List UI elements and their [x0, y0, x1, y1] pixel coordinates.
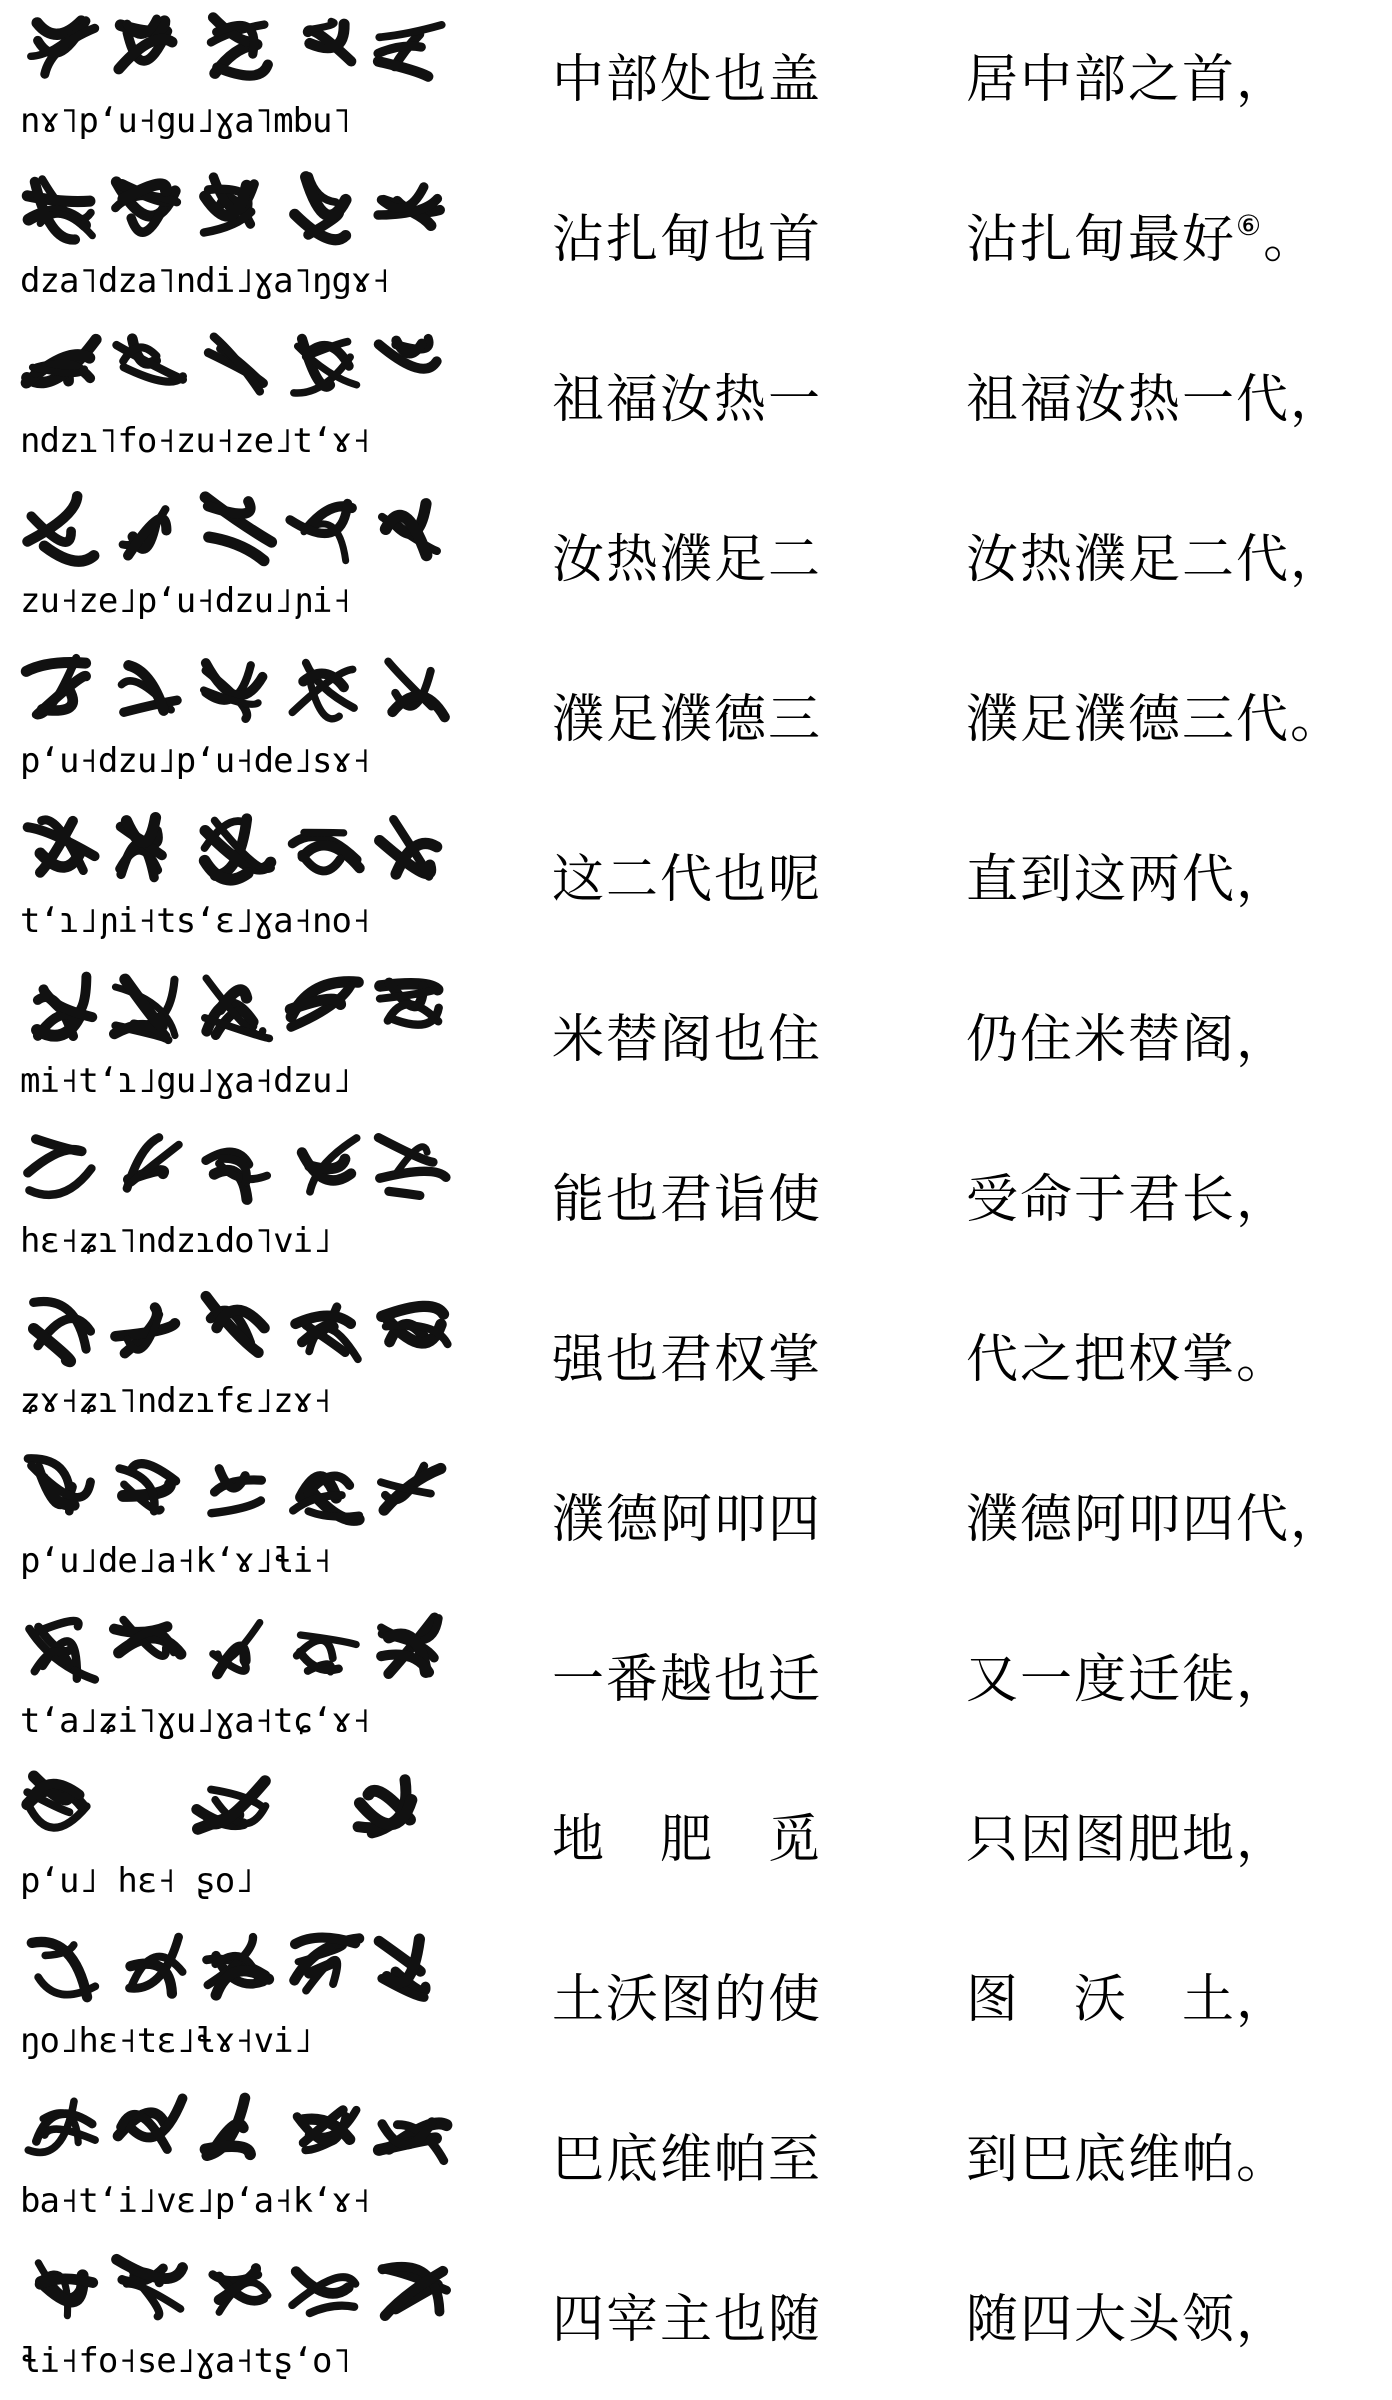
yi-script-glyphs — [20, 486, 460, 576]
yi-glyph — [290, 504, 352, 561]
free-translation — [966, 2080, 1290, 2240]
yi-script-line — [20, 2086, 460, 2234]
yi-glyph — [26, 658, 86, 715]
literal-gloss: 祖福汝热一 — [552, 370, 823, 430]
translation-text: 濮德阿叩四代， — [966, 1490, 1345, 1550]
yi-glyph — [294, 339, 357, 393]
yi-glyph — [205, 978, 269, 1038]
translation-text: 到巴底维帕。 — [966, 2130, 1291, 2190]
yi-script-glyphs — [20, 966, 460, 1056]
free-translation — [966, 480, 1344, 640]
yi-script-glyphs — [20, 646, 460, 736]
yi-script-glyphs — [20, 326, 460, 416]
translation-text: 居中部之首， — [966, 50, 1291, 110]
yi-glyph — [120, 1464, 176, 1512]
yi-glyph — [382, 504, 437, 556]
yi-glyph — [29, 1621, 95, 1680]
free-translation — [966, 0, 1290, 160]
yi-glyph — [123, 509, 167, 555]
yi-glyph — [205, 497, 271, 561]
verse-row — [0, 640, 1392, 800]
verse-row — [0, 2080, 1392, 2240]
yi-glyph — [206, 1152, 267, 1199]
phonetic-transcription: ʑɤ˧ʑɿ˥ndzɿfɛ˩zɤ˧ — [20, 1381, 332, 1421]
yi-glyph — [28, 2101, 95, 2152]
yi-glyph — [296, 1307, 358, 1359]
verse-row — [0, 320, 1392, 480]
yi-glyph — [204, 663, 263, 719]
yi-glyph — [382, 1306, 448, 1344]
yi-script-line — [20, 966, 460, 1114]
yi-glyph — [380, 983, 439, 1025]
yi-glyph — [208, 337, 263, 392]
literal-gloss: 中部处也盖 — [552, 50, 823, 110]
yi-glyph — [117, 339, 183, 382]
literal-gloss: 汝热濮足二 — [552, 530, 823, 590]
phonetic-transcription: zu˧ze˩pʻu˧dzu˩ɲi˧ — [20, 581, 351, 621]
yi-glyph — [388, 662, 445, 718]
yi-script-line — [20, 2246, 460, 2394]
yi-glyph — [378, 25, 442, 77]
phonetic-transcription: ɬi˧fo˧se˩ɣa˧tʂʻo˥ — [20, 2341, 351, 2381]
yi-glyph — [31, 21, 95, 74]
yi-script-glyphs — [20, 6, 460, 96]
yi-glyph — [115, 182, 176, 232]
yi-glyph — [307, 21, 351, 61]
yi-glyph — [205, 819, 272, 880]
translation-text: 只因图肥地， — [966, 1810, 1291, 1870]
yi-glyph — [213, 2268, 268, 2312]
yi-glyph — [32, 1942, 96, 1997]
yi-glyph — [293, 1476, 359, 1520]
yi-script-glyphs — [20, 1926, 460, 2016]
yi-glyph — [114, 979, 175, 1040]
yi-glyph — [207, 1937, 269, 1995]
free-translation — [966, 160, 1317, 320]
yi-glyph — [38, 2263, 92, 2316]
yi-glyph — [290, 982, 358, 1027]
footnote-marker[interactable]: ⑥ — [1236, 209, 1264, 242]
verse-row — [0, 160, 1392, 320]
literal-gloss: 一番越也迁 — [552, 1650, 823, 1710]
literal-gloss: 濮德阿叩四 — [552, 1490, 823, 1550]
yi-script-glyphs — [20, 1446, 460, 1536]
free-translation — [966, 1280, 1290, 1440]
verse-row — [0, 960, 1392, 1120]
literal-gloss: 地 肥 觅 — [552, 1810, 823, 1870]
free-translation — [966, 640, 1344, 800]
yi-glyph — [120, 818, 162, 878]
yi-glyph — [130, 1937, 183, 1994]
free-translation — [966, 1440, 1344, 1600]
verse-row — [0, 1440, 1392, 1600]
yi-glyph — [205, 2098, 250, 2156]
yi-script-glyphs — [20, 2086, 460, 2176]
yi-glyph — [297, 1635, 357, 1672]
yi-glyph — [34, 1301, 91, 1361]
yi-script-line — [20, 806, 460, 954]
translation-text: 濮足濮德三代。 — [966, 690, 1345, 750]
yi-glyph — [211, 1469, 261, 1513]
phonetic-transcription: pʻu˧dzu˩pʻu˧de˩sɤ˧ — [20, 741, 371, 781]
yi-glyph — [27, 1776, 86, 1827]
yi-glyph — [358, 1780, 411, 1834]
yi-script-line — [20, 1286, 460, 1434]
literal-gloss: 四宰主也随 — [552, 2290, 823, 2350]
verse-row — [0, 1280, 1392, 1440]
verse-row — [0, 480, 1392, 640]
yi-glyph — [206, 1296, 264, 1352]
trailing-punctuation: 。 — [1263, 210, 1318, 270]
yi-glyph — [378, 1138, 446, 1196]
yi-glyph — [28, 1139, 92, 1195]
verse-row — [0, 800, 1392, 960]
yi-script-glyphs — [20, 1286, 460, 1376]
free-translation — [966, 2240, 1290, 2400]
phonetic-transcription: mi˧tʻɿ˩gu˩ɣa˧dzu˩ — [20, 1061, 351, 1101]
yi-glyph — [292, 832, 359, 871]
translation-text: 祖福汝热一代， — [966, 370, 1345, 430]
yi-glyph — [294, 1938, 359, 1991]
literal-gloss: 沾扎甸也首 — [552, 210, 823, 270]
translation-text: 随四大头领， — [966, 2290, 1291, 2350]
yi-script-line — [20, 1126, 460, 1274]
yi-script-line — [20, 1766, 460, 1914]
yi-script-line — [20, 486, 460, 634]
yi-glyph — [122, 665, 178, 712]
translation-text: 代之把权掌。 — [966, 1330, 1291, 1390]
literal-gloss: 米替阁也住 — [552, 1010, 823, 1070]
yi-glyph — [379, 1939, 426, 1997]
yi-glyph — [118, 2098, 183, 2149]
yi-glyph — [379, 339, 437, 369]
yi-glyph — [26, 340, 96, 383]
literal-gloss: 能也君诣使 — [552, 1170, 823, 1230]
free-translation — [966, 960, 1290, 1120]
translation-text: 受命于君长， — [966, 1170, 1291, 1230]
yi-glyph — [28, 496, 94, 561]
yi-glyph — [379, 2122, 447, 2161]
phonetic-transcription: hɛ˧ʑɿ˥ndzɿdo˥vi˩ — [20, 1221, 332, 1261]
yi-script-glyphs — [20, 166, 460, 256]
yi-glyph — [119, 19, 172, 69]
phonetic-transcription: nɤ˥pʻu˧gu˩ɣa˥mbu˥ — [20, 101, 351, 141]
yi-glyph — [28, 820, 95, 873]
translation-text: 又一度迁徙， — [966, 1650, 1291, 1710]
phonetic-transcription: ba˧tʻi˩vɛ˩pʻa˧kʻɤ˧ — [20, 2181, 371, 2221]
yi-glyph — [211, 17, 268, 75]
translation-text: 沾扎甸最好 — [966, 210, 1237, 270]
yi-script-glyphs — [20, 1126, 460, 1216]
yi-glyph — [381, 1618, 438, 1674]
yi-glyph — [116, 1307, 175, 1353]
yi-glyph — [295, 176, 346, 240]
verse-row — [0, 1920, 1392, 2080]
verse-row — [0, 1120, 1392, 1280]
free-translation — [966, 800, 1290, 960]
yi-glyph — [28, 1459, 91, 1512]
yi-script-glyphs — [20, 806, 460, 896]
yi-glyph — [380, 819, 437, 876]
literal-gloss: 濮足濮德三 — [552, 690, 823, 750]
yi-glyph — [37, 977, 92, 1037]
literal-gloss: 土沃图的使 — [552, 1970, 823, 2030]
phonetic-transcription: tʻa˩ʑi˥ɣu˩ɣa˧tɕʻɤ˧ — [20, 1701, 371, 1741]
yi-glyph — [302, 1138, 357, 1192]
yi-glyph — [381, 1466, 441, 1510]
verse-row — [0, 1760, 1392, 1920]
yi-glyph — [213, 1623, 260, 1674]
yi-glyph — [117, 2259, 183, 2316]
translation-text: 汝热濮足二代， — [966, 530, 1345, 590]
yi-script-line — [20, 1926, 460, 2074]
phonetic-transcription: ŋo˩hɛ˧tɛ˩ɬɤ˧vi˩ — [20, 2021, 313, 2061]
yi-glyph — [127, 1138, 179, 1189]
literal-gloss: 强也君权掌 — [552, 1330, 823, 1390]
free-translation — [966, 1920, 1290, 2080]
phonetic-transcription: pʻu˩ hɛ˧ ʂo˩ — [20, 1861, 254, 1901]
translation-text: 仍住米替阁， — [966, 1010, 1291, 1070]
yi-script-glyphs — [20, 1606, 460, 1696]
translation-text: 图 沃 土， — [966, 1970, 1291, 2030]
yi-glyph — [378, 187, 440, 226]
yi-script-glyphs — [20, 1766, 460, 1856]
free-translation — [966, 1120, 1290, 1280]
yi-glyph — [27, 179, 92, 239]
yi-glyph — [292, 663, 354, 719]
yi-script-line — [20, 326, 460, 474]
yi-script-line — [20, 6, 460, 154]
yi-script-line — [20, 1446, 460, 1594]
literal-gloss: 这二代也呢 — [552, 850, 823, 910]
yi-script-line — [20, 166, 460, 314]
yi-glyph — [382, 2267, 446, 2316]
phonetic-transcription: pʻu˩de˩a˧kʻɤ˩ɬi˧ — [20, 1541, 332, 1581]
literal-gloss: 巴底维帕至 — [552, 2130, 823, 2190]
phonetic-transcription: ndzɿ˥fo˧zu˧ze˩tʻɤ˧ — [20, 421, 371, 461]
yi-glyph — [197, 1781, 266, 1829]
yi-script-line — [20, 1606, 460, 1754]
yi-script-glyphs — [20, 2246, 460, 2336]
yi-script-line — [20, 646, 460, 794]
free-translation — [966, 320, 1344, 480]
phonetic-transcription: dza˥dza˥ndi˩ɣa˥ŋgɤ˧ — [20, 261, 390, 301]
yi-glyph — [204, 177, 254, 232]
phonetic-transcription: tʻɿ˩ɲi˧tsʻɛ˩ɣa˧no˧ — [20, 901, 371, 941]
verse-row — [0, 1600, 1392, 1760]
yi-glyph — [297, 2110, 356, 2150]
translation-text: 直到这两代， — [966, 850, 1291, 910]
yi-glyph — [114, 1620, 180, 1656]
verse-row — [0, 2240, 1392, 2400]
yi-glyph — [292, 2272, 355, 2314]
free-translation — [966, 1600, 1290, 1760]
verse-row — [0, 0, 1392, 160]
free-translation — [966, 1760, 1290, 1920]
